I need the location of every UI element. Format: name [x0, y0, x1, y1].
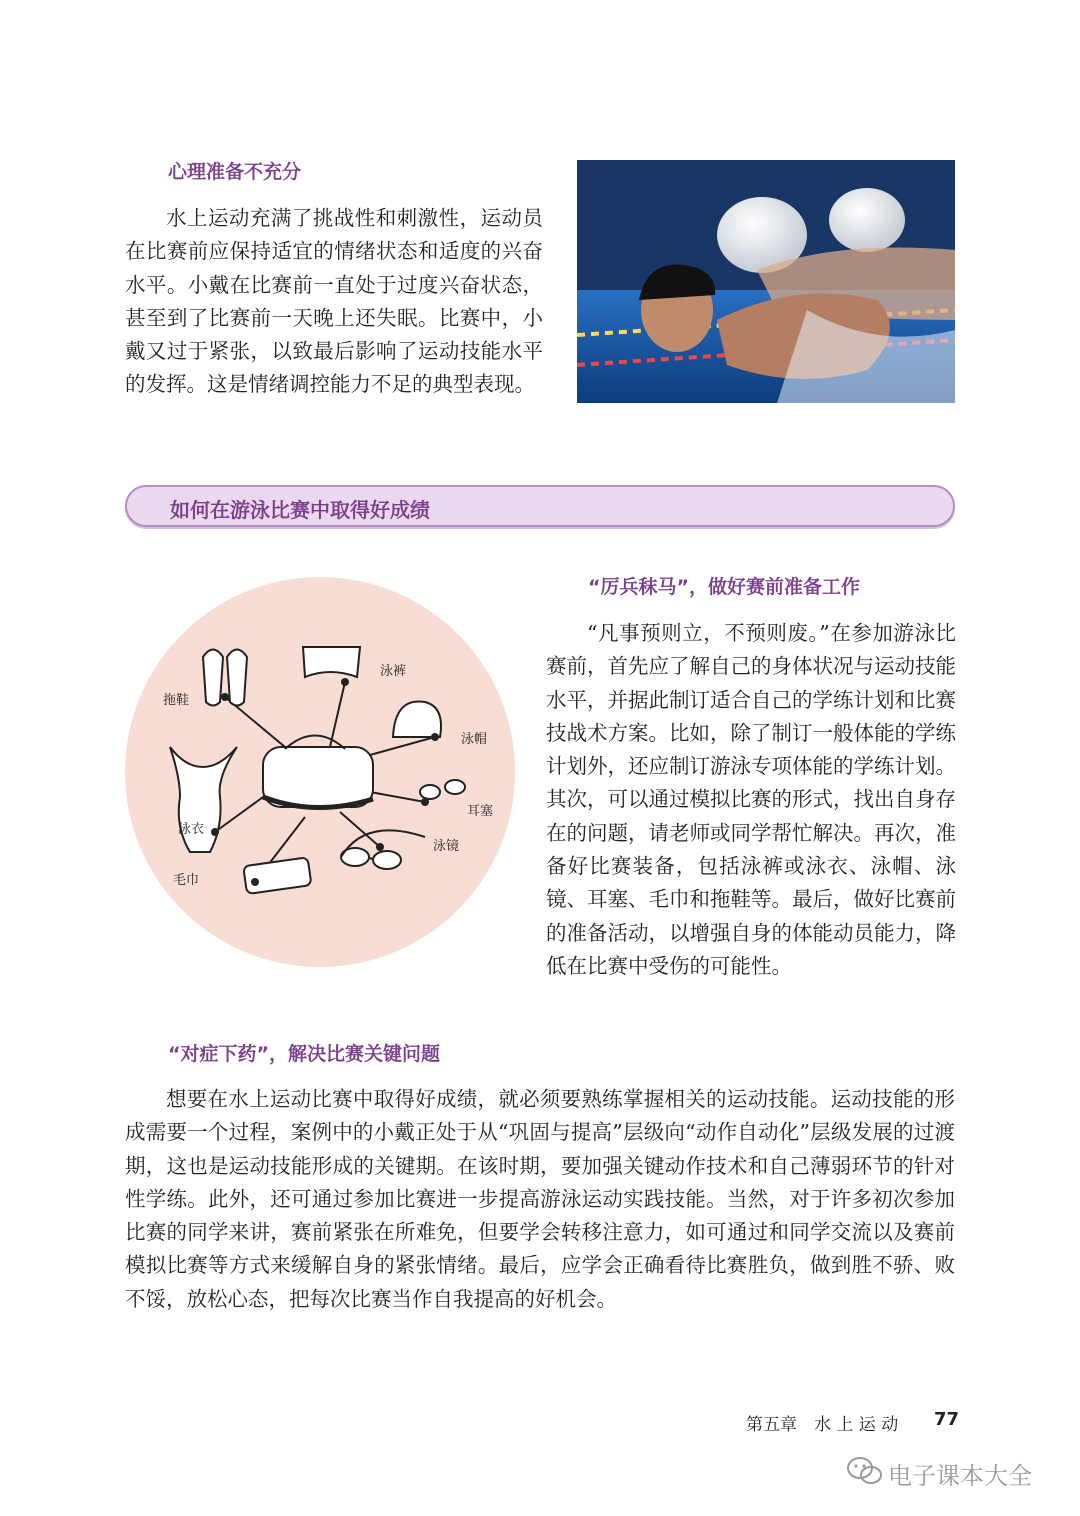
swim-gear-drawing	[125, 577, 515, 967]
label-swimsuit: 泳衣	[178, 822, 205, 837]
section-paragraph-key: 想要在水上运动比赛中取得好成绩，就必须要熟练掌握相关的运动技能。运动技能的形成需要一个过程，案例中的小戴正处于从“巩固与提高”层级向“动作自动化”层级发展的过渡期，这也是运动技能形成的关键期。在该时期，要加强关键动作技术和自己薄弱环节的针对性学练。此外，还可通过参加比赛进一步提高游泳运动实践技能。当然，对于许多初次参加比赛的同学来讲，赛前紧张在所难免，但要学会转移注意力，如可通过和同学交流以及赛前模拟比赛等方式来缓解自身的紧张情绪。最后，应学会正确看待比赛胜负，做到胜不骄、败不馁，放松心态，把每次比赛当作自我提高的好机会。	[125, 1087, 955, 1311]
banner-title: 如何在游泳比赛中取得好成绩	[170, 498, 430, 522]
section-heading-key: “对症下药”，解决比赛关键问题	[168, 1043, 440, 1065]
label-towel: 毛巾	[173, 873, 200, 888]
section-heading-prep: “厉兵秣马”，做好赛前准备工作	[588, 576, 860, 598]
section-paragraph-prep: “凡事预则立，不预则废。”在参加游泳比赛前，首先应了解自己的身体状况与运动技能水平，并据此制订适合自己的学练计划和比赛技战术方案。比如，除了制订一般体能的学练计划外，还应制订游泳专项体能的学练计划。其次，可以通过模拟比赛的形式，找出自身存在的问题，请老师或同学帮忙解决。再次，准备好比赛装备，包括泳裤或泳衣、泳帽、泳镜、耳塞、毛巾和拖鞋等。最后，做好比赛前的准备活动，以增强自身的体能动员能力，降低在比赛中受伤的可能性。	[546, 621, 956, 978]
section-paragraph-psych: 水上运动充满了挑战性和刺激性，运动员在比赛前应保持适宜的情绪状态和适度的兴奋水平。小戴在比赛前一直处于过度兴奋状态，甚至到了比赛前一天晚上还失眠。比赛中，小戴又过于紧张，以致最后影响了运动技能水平的发挥。这是情绪调控能力不足的典型表现。	[125, 206, 543, 397]
watermark-text: 电子课本大全	[888, 1462, 1032, 1490]
wechat-icon	[846, 1455, 884, 1487]
label-slippers: 拖鞋	[163, 693, 190, 708]
label-earplugs: 耳塞	[467, 804, 494, 819]
chapter-footer: 第五章 水 上 运 动	[746, 1415, 899, 1435]
label-goggles: 泳镜	[433, 839, 460, 854]
section-heading-psych: 心理准备不充分	[168, 161, 302, 183]
label-trunks: 泳裤	[380, 664, 407, 679]
swimmer-photo	[577, 160, 955, 403]
page-number: 77	[934, 1409, 960, 1430]
label-cap: 泳帽	[461, 732, 488, 747]
